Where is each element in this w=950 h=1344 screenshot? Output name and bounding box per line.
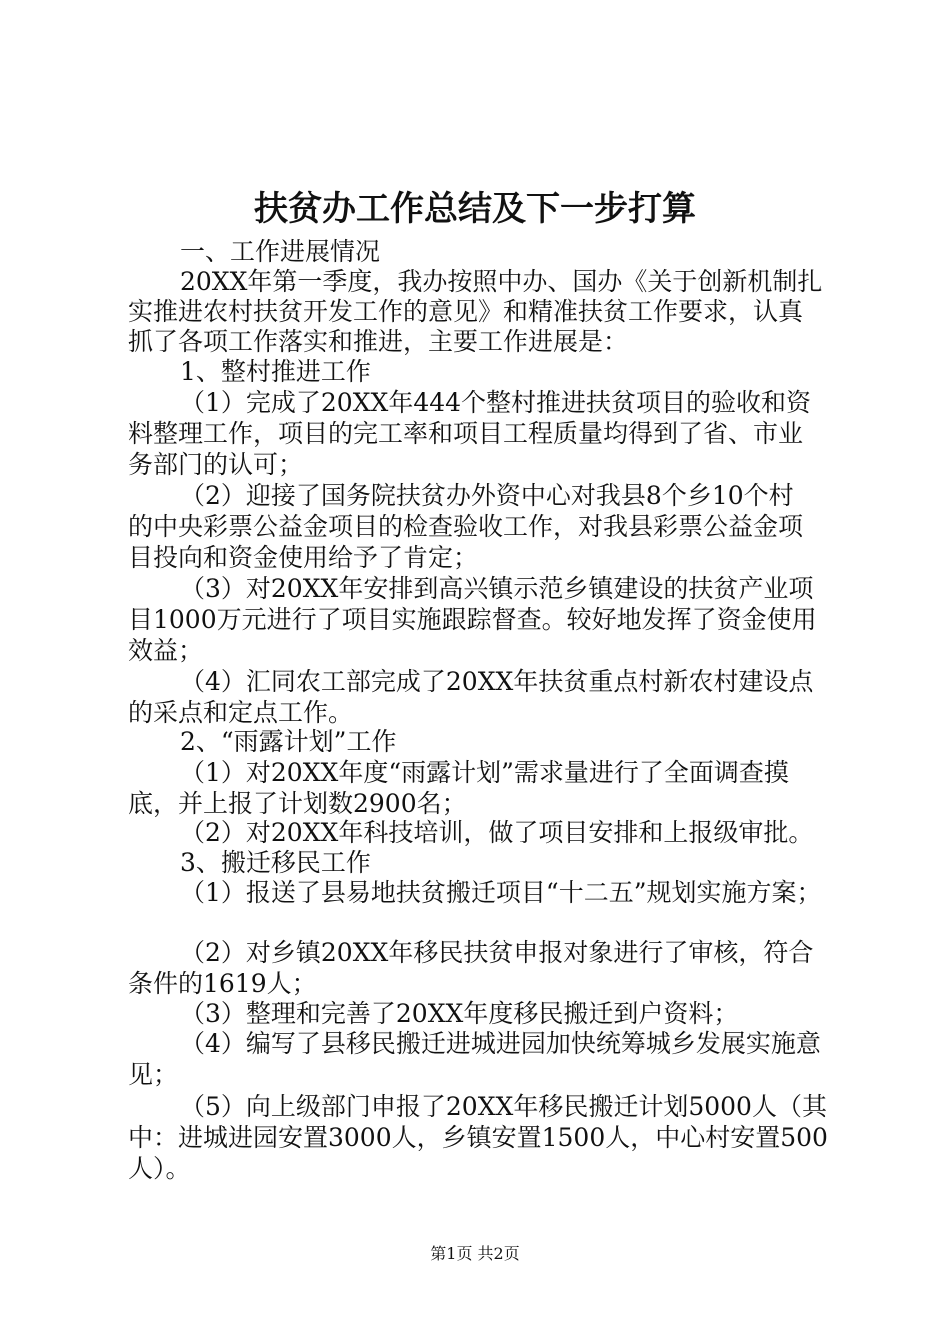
paragraph-line: （4）编写了县移民搬迁进城进园加快统筹城乡发展实施意 [180,1029,821,1058]
paragraph-line: 条件的1619人； [128,969,317,998]
paragraph-line: （5）向上级部门申报了20XX年移民搬迁计划5000人（其 [180,1092,827,1121]
paragraph-line: （1）完成了20XX年444个整村推进扶贫项目的验收和资 [180,388,812,417]
paragraph-line: 的采点和定点工作。 [128,698,354,727]
subsection-heading: 1、整村推进工作 [180,357,371,386]
paragraph-line: 人）。 [128,1154,191,1183]
subsection-heading: 2、“雨露计划”工作 [180,727,397,756]
paragraph-line: （2）对乡镇20XX年移民扶贫申报对象进行了审核，符合 [180,938,814,967]
paragraph-line: 务部门的认可； [128,450,304,479]
paragraph-line: （3）对20XX年安排到高兴镇示范乡镇建设的扶贫产业项 [180,574,814,603]
paragraph-line: 目1000万元进行了项目实施跟踪督查。较好地发挥了资金使用 [128,605,817,634]
document-title: 扶贫办工作总结及下一步打算 [254,189,696,229]
paragraph-line: 中：进城进园安置3000人，乡镇安置1500人，中心村安置500 [128,1123,828,1152]
paragraph-line: （4）汇同农工部完成了20XX年扶贫重点村新农村建设点 [180,667,814,696]
paragraph-line: 的中央彩票公益金项目的检查验收工作，对我县彩票公益金项 [128,512,804,541]
paragraph-line: 目投向和资金使用给予了肯定； [128,543,479,572]
paragraph-line: （2）迎接了国务院扶贫办外资中心对我县8个乡10个村 [180,481,794,510]
paragraph-line: 抓了各项工作落实和推进，主要工作进展是： [128,327,629,356]
paragraph-line: 见； [128,1060,179,1089]
paragraph-line: 底，并上报了计划数2900名； [128,789,467,818]
paragraph-line: （3）整理和完善了20XX年度移民搬迁到户资料； [180,999,739,1028]
paragraph-line: （1）对20XX年度“雨露计划”需求量进行了全面调查摸 [180,758,789,787]
paragraph-line: 20XX年第一季度，我办按照中办、国办《关于创新机制扎 [180,267,823,296]
paragraph-line: 实推进农村扶贫开发工作的意见》和精准扶贫工作要求，认真 [128,297,804,326]
paragraph-line: 效益； [128,636,204,665]
paragraph-line: （1）报送了县易地扶贫搬迁项目“十二五”规划实施方案； [180,878,822,907]
paragraph-line: 料整理工作，项目的完工率和项目工程质量均得到了省、市业 [128,419,804,448]
section-heading: 一、工作进展情况 [180,237,381,266]
paragraph-line: （2）对20XX年科技培训，做了项目安排和上报级审批。 [180,818,814,847]
page-footer: 第1页 共2页 [430,1244,520,1263]
subsection-heading: 3、搬迁移民工作 [180,848,371,877]
